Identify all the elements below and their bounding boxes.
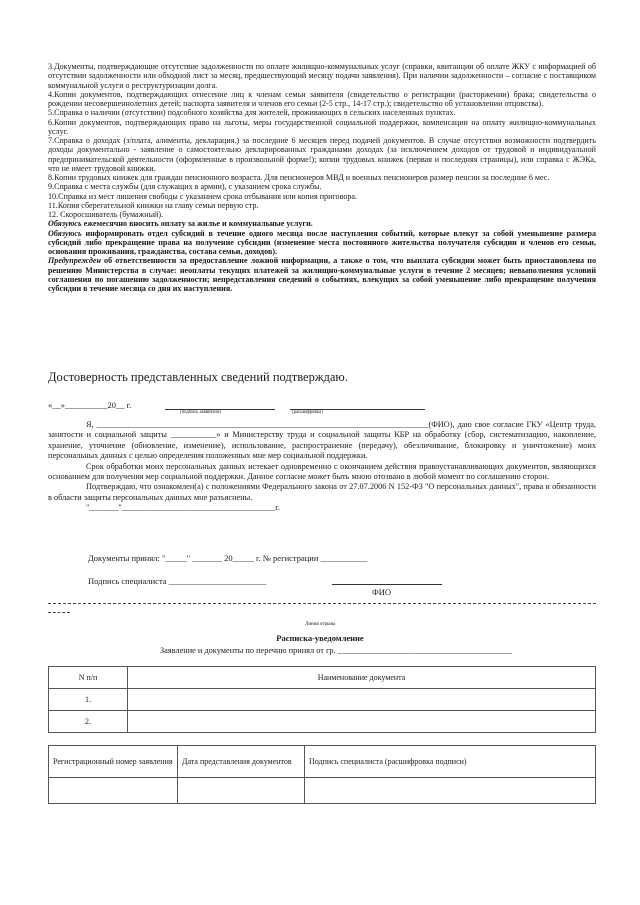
consent-block <box>48 420 596 514</box>
list-item: 10.Справка из мест лишения свободы с указанием срока отбывания или копия приговора. <box>48 191 358 201</box>
list-item: 9.Справка с места службы (для служащих в армии), с указанием срока службы. <box>48 182 322 192</box>
table-row-num: 1. <box>49 689 128 711</box>
list-item: 5.Справка о наличии (отсутствии) подсобного хозяйства для жителей, проживающих в сельских населенных пунктах. <box>48 108 456 118</box>
fio-caption: ФИО <box>372 587 391 597</box>
date-cell[interactable] <box>178 778 305 804</box>
list-item: 4.Копии документов, подтверждающих отнесение лиц к членам семьи заявителя (свидетельство о регистрации (расторжении) брака; свидетельства о рождении несовершеннолетних детей; паспорта заявителя и членов его семьи (2-5 стр., 14-17 стр.); свидетельство об установлении отцовства). <box>48 89 596 108</box>
list-item: 7.Справка о доходах (з/плата, алименты, декларация.) за последние 6 месяцев перед подачей документов. В случае отсутствия возможности подтвердить доходы документально - заявление о самостоятельно декларированных гражданами доходах (за исключением доходов от трудовой и индивидуальной предпринимательской деятельности (оформленные в произвольной форме!); копии трудовых книжек (первая и последняя страницы), или справка с ЖЭКа, что не имеет трудовой книжки. <box>48 136 596 173</box>
signature-cell[interactable] <box>305 778 596 804</box>
col-header-signature: Подпись специалиста (расшифровка подписи) <box>305 746 596 778</box>
col-header-num: N п/п <box>49 667 128 689</box>
list-item: 3.Документы, подтверждающие отсутствие задолженности по оплате жилищно-коммунальных услуг (справки, квитанции об оплате ЖКУ с информацией об отсутствии задолженности или обходной лист за месяц, предшествующий месяцу подачи заявления). При наличии задолженности – согласие с поставщиком коммунальной услуги о реструктуризации долга. <box>48 62 596 90</box>
documents-table <box>48 666 596 733</box>
fio-line <box>332 584 442 585</box>
list-item: 6.Копии документов, подтверждающих право на льготы, меры государственной социальной поддержки, компенсации на оплату жилищно-коммунальных услуг. <box>48 117 596 136</box>
consent-p2: Срок обработки моих персональных данных истекает одновременно с окончанием действия правоустанавливающих документов, являющихся основанием для получения мер социальной поддержки. Данное согласие может быть мною отозвано в любой момент по соглашению сторон. <box>48 461 596 482</box>
confirm-title: Достоверность представленных сведений подтверждаю. <box>48 370 348 384</box>
reg-number-cell[interactable] <box>49 778 178 804</box>
col-header-name: Наименование документа <box>128 667 596 689</box>
list-item: 8.Копии трудовых книжек для граждан пенсионного возраста. Для пенсионеров МВД и военных пенсионеров размер пенсии за последние 6 мес. <box>48 173 550 182</box>
decode-caption: (расшифровка) <box>292 410 323 415</box>
consent-p1: Я, ________________________________________________________________________________(ФИО), даю свое согласие ГКУ «Центр труда, занятости и социальной защиты ___________» и Министерству труда и социальной защиты КБР на обработку (сбор, систематизацию, накопление, хранение, уточнение (обновление, изменение), использование, распространение (передачу), обезличивание, блокировку и уничтожение) моих персональных данных с целью определения положенных мне мер социальной поддержки. <box>48 420 596 461</box>
docs-accepted: Документы принял: "_____" _______ 20_____ г. № регистрации ___________ <box>88 553 368 563</box>
notice-inform: Обязуюсь информировать отдел субсидий в течение одного месяца после наступления событий, которые влекут за собой уменьшение размера субсидий либо прекращение права на получение субсидии (изменение места постоянного жительства получателя субсидии и членов его семьи, основания проживания, гражданства, состава семьи, доходов). <box>48 228 596 256</box>
col-header-reg-number: Регистрационный номер заявления <box>49 746 178 778</box>
cut-dashes-short <box>48 612 70 613</box>
consent-p3: Подтверждаю, что ознакомлен(а) с положениями Федерального закона от 27.07.2006 N 152-ФЗ "О персональных данных", права и обязанности в области защиты персональных данных мне разъяснены. <box>48 482 596 502</box>
list-item: 11.Копия сберегательной книжки на главу семьи первую стр. <box>48 200 259 210</box>
list-item: 12. Скоросшиватель (бумажный). <box>48 210 164 219</box>
col-header-date: Дата представления документов <box>178 746 305 778</box>
cut-line-label: Линия отрыва <box>304 622 336 627</box>
notice-payment: Обязуюсь ежемесячно вносить оплату за жилье и коммунальные услуги. <box>48 219 313 229</box>
specialist-sign: Подпись специалиста _______________________ <box>88 576 267 586</box>
table-row-num: 2. <box>49 711 128 733</box>
date-field: «__»__________20__ г. <box>48 400 132 410</box>
sig-caption: (подпись заявителя) <box>180 410 222 415</box>
registration-table <box>48 745 596 804</box>
receipt-subtitle: Заявление и документы по перечню принял от гр. __________________________________________ <box>160 646 512 655</box>
table-row-name[interactable] <box>128 711 596 733</box>
receipt-title: Расписка-уведомление <box>276 633 364 643</box>
notice-warning: Предупрежден об ответственности за предоставление ложной информации, а также о том, что выплата субсидии может быть приостановлена по решению Министерства в случае: неоплаты текущих платежей за жилищно-коммунальные услуги в течение 2 месяцев; невыполнения условий соглашения по погашению задолженности; непредставления сведений о событиях, влекущих за собой уменьшение либо прекращение получения субсидии в течение месяца со дня их наступления. <box>48 256 596 293</box>
consent-date: "_______"_____________________________________г. <box>86 503 280 513</box>
cut-dashes <box>48 603 596 604</box>
table-row-name[interactable] <box>128 689 596 711</box>
documents-list <box>48 62 596 293</box>
